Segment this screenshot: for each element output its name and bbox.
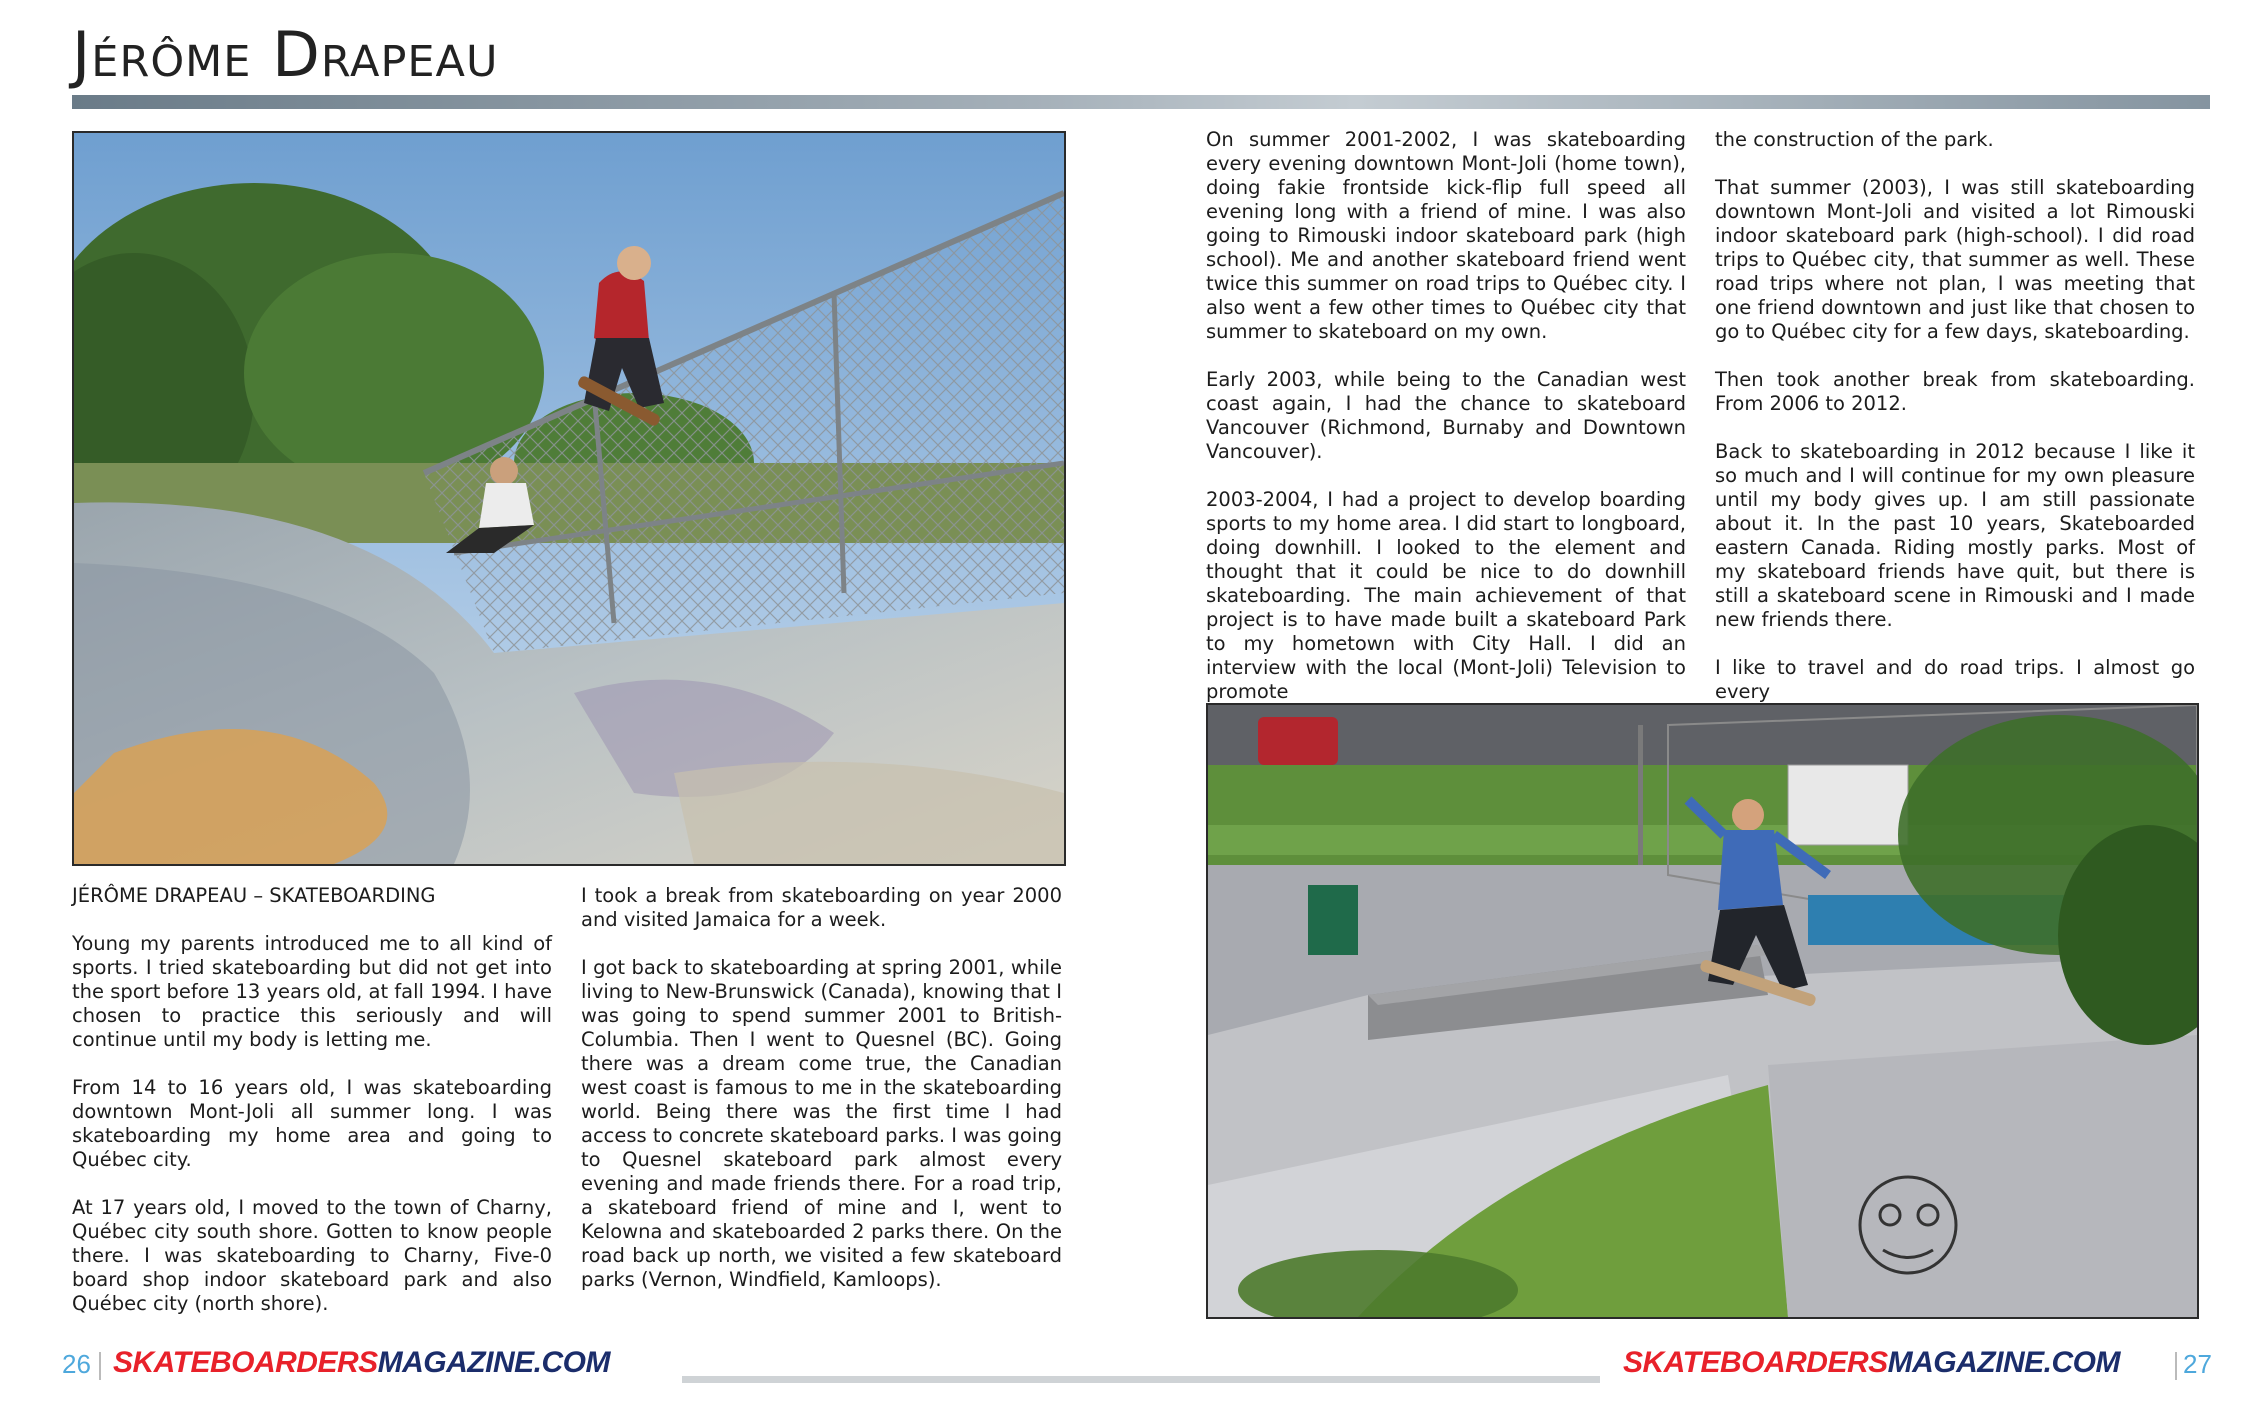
paragraph: Back to skateboarding in 2012 because I like it so much and I will continue for my own pleasure until my body gives up. I am still passionate about it. In the past 10 years, Skateboarded eastern Canada. Riding mostly parks. Most of my skateboard friends have quit, but there is still a skateboard scene in Rimouski and I made new friends there. <box>1715 440 2195 631</box>
brand-part-skateboarders: SKATEBOARDERS <box>113 1346 378 1379</box>
photo-bowl-skater <box>72 131 1066 866</box>
brand-part-magazine: MAGAZINE.COM <box>1887 1346 2120 1379</box>
right-column-1 <box>1206 128 1686 704</box>
paragraph: On summer 2001-2002, I was skateboarding every evening downtown Mont-Joli (home town), doing fakie frontside kick-flip full speed all evening long with a friend of mine. I was also going to Rimouski indoor skateboard park (high school). Me and another skateboard friend went twice this summer on road trips to Québec city. I also went a few other times to Québec city that summer to skateboard on my own. <box>1206 128 1686 343</box>
paragraph: 2003-2004, I had a project to develop boarding sports to my home area. I did start to longboard, doing downhill. I looked to the element and thought that it could be nice to do downhill skateboarding. The main achievement of that project is to have made built a skateboard Park to my hometown with City Hall. I did an interview with the local (Mont-Joli) Television to promote <box>1206 488 1686 703</box>
paragraph: That summer (2003), I was still skateboarding downtown Mont-Joli and visited a lot Rimouski indoor skateboard park (high-school). I did road trips to Québec city, that summer as well. These road trips where not plan, I was meeting that one friend downtown and just like that chosen to go to Québec city for a few days, skateboarding. <box>1715 176 2195 343</box>
brand-part-magazine: MAGAZINE.COM <box>377 1346 610 1379</box>
paragraph: Young my parents introduced me to all kind of sports. I tried skateboarding but did not get into the sport before 13 years old, at fall 1994. I have chosen to practice this seriously and will continue until my body is letting me. <box>72 932 552 1051</box>
brand-logo-right[interactable] <box>1623 1346 2120 1380</box>
paragraph: At 17 years old, I moved to the town of Charny, Québec city south shore. Gotten to know people there. I was skateboarding to Charny, Five-0 board shop indoor skateboard park and also Québec city (north shore). <box>72 1196 552 1315</box>
paragraph: Early 2003, while being to the Canadian west coast again, I had the chance to skateboard Vancouver (Richmond, Burnaby and Downtown Vancouver). <box>1206 368 1686 463</box>
paragraph: the construction of the park. <box>1715 128 1994 151</box>
brand-logo-left[interactable] <box>113 1346 610 1380</box>
paragraph: I took a break from skateboarding on year 2000 and visited Jamaica for a week. <box>581 884 1062 931</box>
left-column-2 <box>581 884 1062 1292</box>
photo-skatepark-grind <box>1206 703 2199 1319</box>
right-page-number: 27 <box>2183 1349 2212 1379</box>
left-column-1 <box>72 932 552 1316</box>
footer-divider-left <box>99 1352 101 1380</box>
paragraph: I like to travel and do road trips. I almost go every <box>1715 656 2195 703</box>
title-rule <box>72 95 2210 109</box>
footer-divider-right <box>2175 1352 2177 1380</box>
paragraph: From 14 to 16 years old, I was skateboarding downtown Mont-Joli all summer long. I was skateboarding my home area and going to Québec city. <box>72 1076 552 1171</box>
footer-bar <box>682 1376 1600 1383</box>
article-title: Jérôme Drapeau <box>72 18 499 91</box>
paragraph: Then took another break from skateboarding. From 2006 to 2012. <box>1715 368 2195 415</box>
left-page-number: 26 <box>62 1349 91 1379</box>
photo-caption: JÉRÔME DRAPEAU – SKATEBOARDING <box>72 884 436 907</box>
right-column-2 <box>1715 128 2195 704</box>
brand-part-skateboarders: SKATEBOARDERS <box>1623 1346 1888 1379</box>
paragraph: I got back to skateboarding at spring 2001, while living to New-Brunswick (Canada), knowing that I was going to spend summer 2001 to British-Columbia. Then I went to Quesnel (BC). Going there was a dream come true, the Canadian west coast is famous to me in the skateboarding world. Being there was the first time I had access to concrete skateboard parks. I was going to Quesnel skateboard park almost every evening and made friends there. For a road trip, a skateboard friend of mine and I, went to Kelowna and skateboarded 2 parks there. On the road back up north, we visited a few skateboard parks (Vernon, Windfield, Kamloops). <box>581 956 1062 1291</box>
